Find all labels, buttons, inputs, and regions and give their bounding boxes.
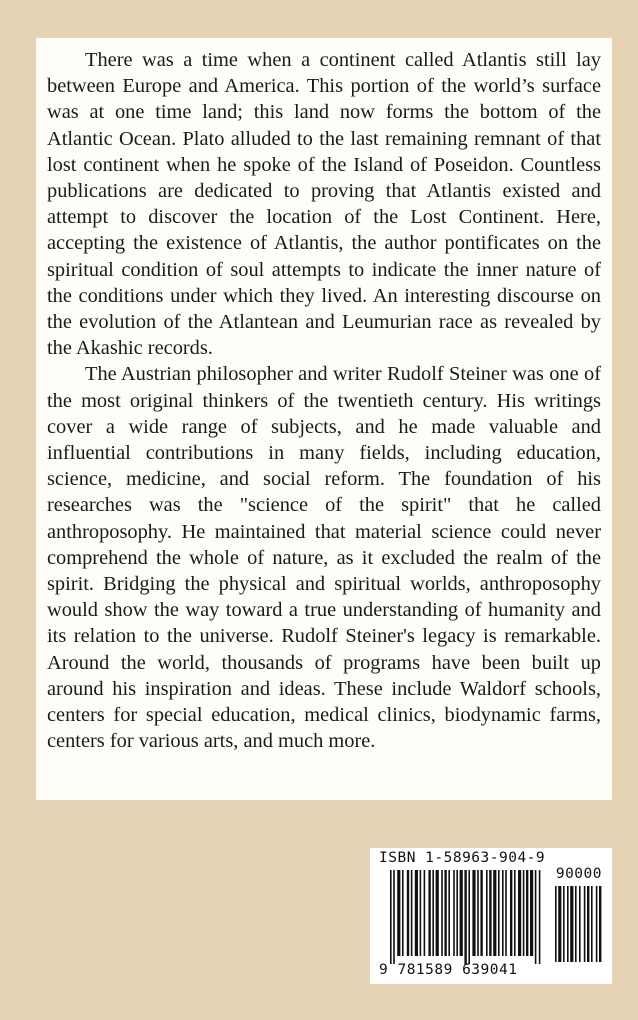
barcode-bar (563, 886, 565, 962)
barcode-bars-main (390, 870, 552, 964)
isbn-label: ISBN 1-58963-904-9 (379, 850, 546, 866)
barcode-bar (567, 886, 569, 962)
barcode-bar (428, 870, 430, 956)
barcode-bar (468, 870, 470, 964)
ean-digits: 9 781589 639041 (379, 962, 518, 978)
description-paragraph-atlantis: There was a time when a continent called Atlantis still lay between Europe and America. This portion of the world’s surface was at one time land; this land now forms the bottom of the Atlantic Ocean. Plato alluded to the last remaining remnant of that lost continent when he spoke of the Island of Poseidon. Countless publications are dedicated to proving that Atlantis existed and attempt to discover the location of the Lost Continent. Here, accepting the existence of Atlantis, the author pontificates on the spiritual condition of soul attempts to indicate the inner nature of the conditions under which they lived. An interesting discourse on the evolution of the Atlantean and Leumurian race as revealed by the Akashic records. (47, 49, 601, 360)
barcode-bar (539, 870, 541, 964)
barcode-bar (453, 870, 455, 956)
barcode-bar (444, 870, 446, 956)
barcode-bar (523, 870, 525, 956)
barcode-bar (555, 886, 557, 962)
isbn-barcode (370, 848, 612, 984)
barcode-bar (505, 870, 507, 956)
barcode-bar (493, 870, 496, 956)
barcode-bar (472, 870, 475, 956)
barcode-bar (579, 886, 581, 962)
barcode-bar (591, 886, 593, 962)
barcode-bar (456, 870, 458, 956)
barcode-bar (498, 870, 500, 956)
barcode-bar (420, 870, 422, 956)
barcode-bar (464, 870, 466, 964)
barcode-bar (448, 870, 450, 956)
barcode-bar (407, 870, 409, 956)
barcode-bar (477, 870, 479, 956)
barcode-bar (390, 870, 392, 964)
barcode-bar (518, 870, 521, 956)
barcode-bar (441, 870, 443, 956)
barcode-bar (596, 886, 598, 962)
barcode-bar (535, 870, 537, 964)
barcode-bars-addon (555, 886, 603, 962)
barcode-bar (480, 870, 482, 956)
barcode-bar (432, 870, 434, 956)
description-paragraph-steiner: The Austrian philosopher and writer Rudolf Steiner was one of the most original thinkers of the twentieth century. His writings cover a wide range of subjects, and he made valuable and influential contributions in many fields, including education, science, medicine, and social reform. The foundation of his researches was the "science of the spirit" that he called anthroposophy. He maintained that material science could never comprehend the whole of nature, as it excluded the realm of the spirit. Bridging the physical and spiritual worlds, anthroposophy would show the way toward a true understanding of humanity and its relation to the universe. Rudolf Steiner's legacy is remarkable. Around the world, thousands of programs have been built up around his inspiration and ideas. These include Waldorf schools, centers for special education, medical clinics, biodynamic farms, centers for various arts, and much more. (47, 363, 601, 753)
barcode-bar (570, 886, 573, 962)
barcode-bar (530, 870, 533, 956)
barcode-bar (397, 870, 400, 956)
barcode-bar (415, 870, 418, 956)
barcode-bar (575, 886, 577, 962)
barcode-bar (486, 870, 488, 956)
barcode-bar (489, 870, 491, 956)
barcode-bar (402, 870, 404, 956)
barcode-bar (460, 870, 463, 956)
barcode-bar (599, 886, 601, 962)
barcode-bar (526, 870, 528, 956)
price-code: 90000 (555, 866, 602, 882)
barcode-bar (584, 886, 586, 962)
description-panel (36, 38, 612, 800)
barcode-bar (514, 870, 516, 956)
barcode-bar (502, 870, 504, 956)
barcode-bar (393, 870, 395, 964)
barcode-bar (558, 886, 561, 962)
barcode-bar (436, 870, 439, 956)
barcode-bar (411, 870, 413, 956)
barcode-bar (424, 870, 426, 956)
barcode-bar (587, 886, 589, 962)
barcode-bar (510, 870, 512, 956)
